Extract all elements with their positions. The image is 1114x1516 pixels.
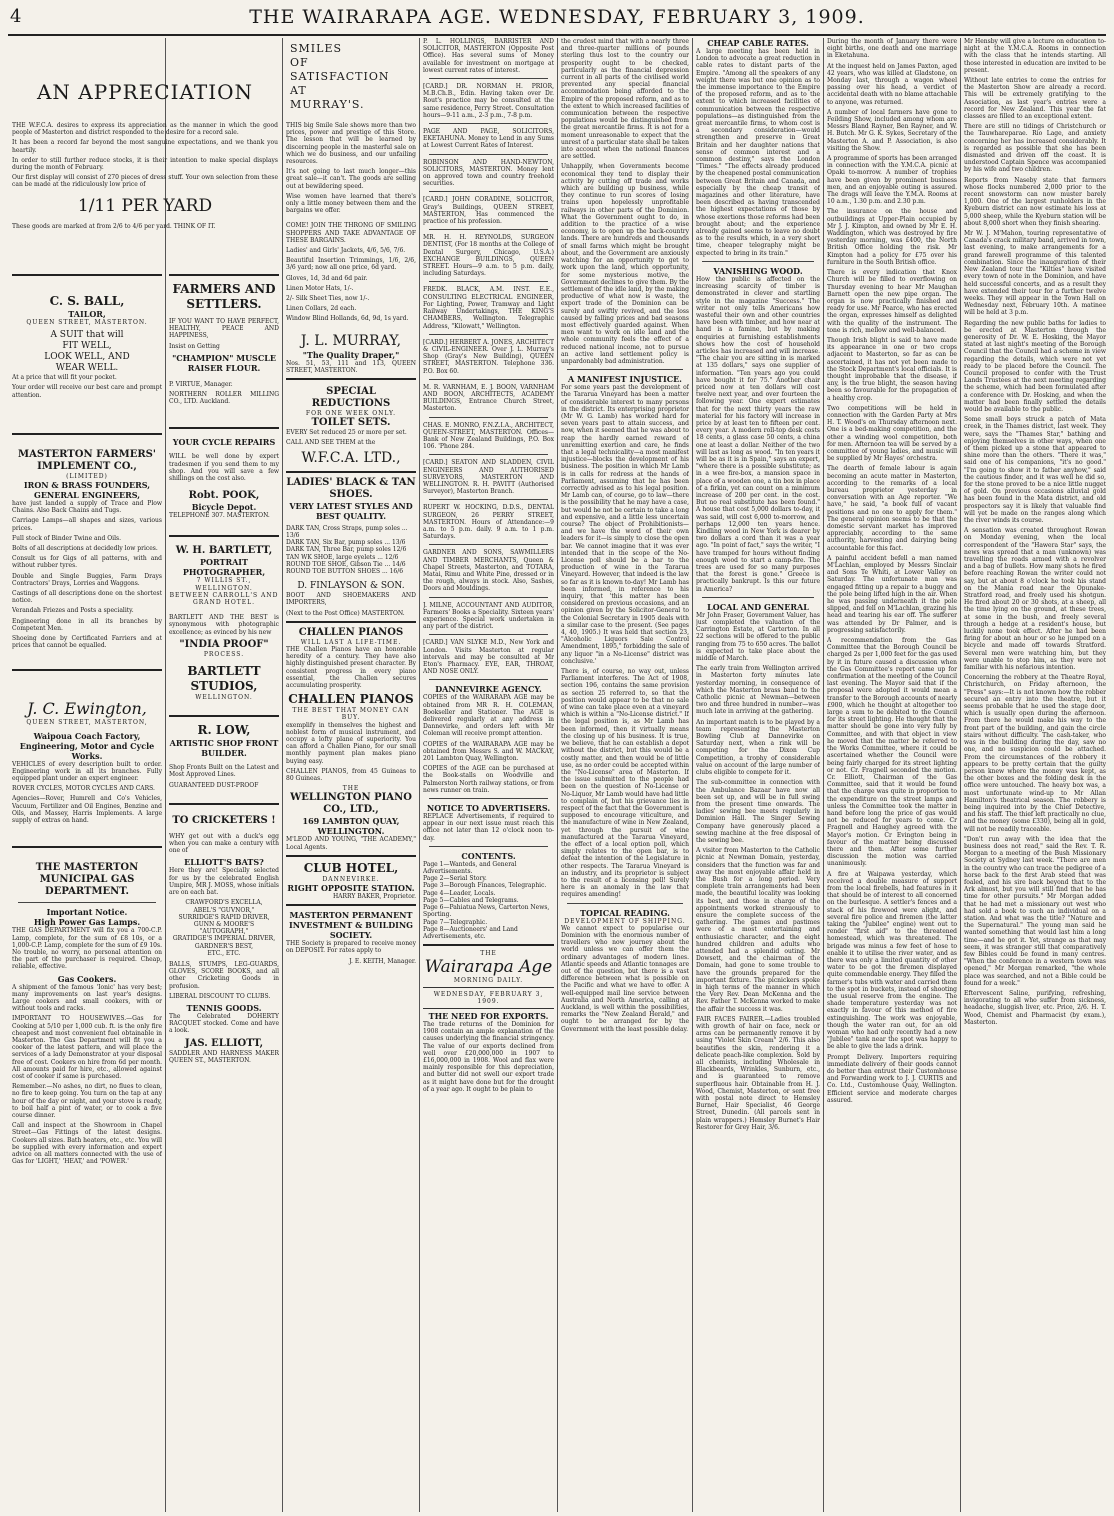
paper-name: Wairarapa Age [424,957,553,978]
injustice-para: For some years past the development of the Tararua Vineyard has been a matter of considerable interest to many persons in the district. Its enterprising proprietor (Mr W. G. Lamb) has worked hard for seven years past to attain success, and now, when it seemed that he was about to reap the hardly earned reward of unremitting exertion and care, he finds that a legal technicality—a most manifest injustice—blocks the development of his business. The position in which Mr Lamb is in calls for redress at the hands of Parliament, assuming that he has been correctly advised as to his legal position. Mr Lamb can, of course, go to law—there is the possibility that he may have a case, but would he not be certain to take a long and expensive, and a little less uncertain course? The object of Prohibitionists—and we have the word of their own leaders for it—is simply to close the open bar. We cannot imagine that it was ever intended that in the scope of the No-License poll should be a bar to the production of wine in the Tararua Vineyard. However, that indeed is the law so far as it is known to-day! Mr Lamb has been informed, in reference to his inquiry, that 'this matter has been considered on previous occasions, and an opinion given by the Solicitor-General to the Colonial Secretary in 1905 deals with a similar case to the present. (See pages 4, 40, 1905.) It was held that section 23, "Alcoholic Liquors Sale Control Amendment, 1895," forbidding the sale of any liquor "in a No-License" district was conclusive.' [561,384,689,665]
local-para: The dearth of female labour is again becoming an acute matter in Masterton, according to the remarks of a local bureau proprietor yesterday in conversation with an Age reporter. "We have," he said, "a book full of vacant positions and no one to apply for them." The general opinion seems to be that the domestic servant market has improved appreciably, according to the same authority, harvesting and dairying being accountable for this fact. [827,465,957,552]
exports-continued: Unhappily, when Governments become economical they tend to display their activity by cutting off trade and works which are building up business, while they continue to run scores of losing trains upon hopelessly unprofitable railways in other parts of the Dominion. What the Government ought to do, in addition to the practice of a wise economy, is to open up the back-country lands. There are hundreds and thousands of small farms which might be brought about, and the Government are anxiously watching for an opportunity to get to work upon the land, which opportunity, for some mysterious motive, the Government declines to give them. By the settlement of the idle land, by the making productive of what now is waste, the export trade of the Dominion can be surely and swiftly revived, and the loss caused by falling prices and bad seasons most effectively guarded against. When men want to work on idle land and the whole community feels the effect of a reduced national income, not to pursue an active land settlement policy is unpardonably bad administration. [561,163,689,365]
flour-brand: "CHAMPION" MUSCLE RAISER FLOUR. [172,352,276,373]
ball-line: LOOK WELL, AND [44,352,130,363]
bartlett-town: WELLINGTON. [195,694,253,702]
local-para: Reports from Naseby state that farmers whose flocks numbered 2,000 prior to the recent snowstorm can now muster barely 1,000. One of the largest runholders in the Kyeburn district can now estimate his loss at 5,000 sheep, while the Kyeburn station will be about 8,000 short when they finish shearing. [964,176,1106,227]
local-para: A number of local farmers have gone to Feilding Show, included among whom are Messrs Bland Rayner, Ben Rayner, and W. H. Butch. Mr G. K. Sykes, Secretary of the Masterton A. and P. Association, is also visiting the Show. [827,108,957,152]
bartlett-trade: PORTRAIT PHOTOGRAPHER, [182,557,266,578]
exports-continued: the crudest mind that with a nearly three and three-quarter millions of pounds sterling thus lost to the country our prosperity ought to be checked, particularly as the financial depression current in all parts of the civilised world prevented any special financial accommodation being afforded to the Empire of the proposed reform, and as to the extent to which increased facilities of communication between the respective populations would be distinguished from the great mercantile firms. It is not for a moment unreasonable to expect that the unrest of a particular state shall be taken into account when the national finances are settled. [561,38,689,161]
professional-card: PAGE AND PAGE, SOLICITORS, EKETAHUNA. Money to Lend in any Sums at Lowest Current Rates of Interest. [423,128,554,150]
contents-item: Page 7—Telegraphic. [423,918,488,926]
farmers-para: have just landed a supply of Trace and Plow Chains. Also Back Chains and Tugs. [12,500,162,515]
shoes-sub: VERY LATEST STYLES AND BEST QUALITY. [289,500,413,521]
pianos-the: THE [342,785,360,793]
column-divider [960,38,961,1512]
rule [169,427,279,429]
rule [286,855,416,857]
ball-name: C. S. BALL, [49,294,125,308]
cricket-bat-item: CRAWFORD'S EXCELLA, [185,899,263,907]
smiles-heading-line: MURRAY'S. [290,98,365,111]
local-para: FAIR FACES FAIRER.—Ladies troubled with growth of hair on face, neck or arms can be permanently remove it by using "Violet Skin Cream" 2/6. This also beautifies the skin, rendering it a delicate peach-like complexion. Sold by all chemists, including Wholesale in Blackbeards, Wrinkles, Sunburn, etc., and is guaranteed to remove superfluous hair. Obtainable from H. J. Wood, Chemist, Masterton, or sent free with postal note direct to Hemsley Burnet, Hair Specialist, 46 George Street, Dunedin. (All parcels sent in plain wrappers.) Hemsley Burnet's Hair Restorer for Grey Hair, 3/6. [696,1015,820,1131]
appreciation-ad [12,38,278,268]
ball-address: QUEEN STREET, MASTERTON. [26,319,148,326]
contents-item: Page 3—Borough Finances, Telegraphic. [423,882,547,890]
ball-foot: Your order will receive our best care and prompt attention. [12,384,162,399]
farmers-para: Shoeing done by Certificated Farriers and at prices that cannot be equalled. [12,635,162,650]
professional-card: [CARD.] HERBERT A. JONES, ARCHITECT & CIVIL-ENGINEER. Over J. L. Murray's Shop (Gray's New Building), QUEEN STREET, MASTERTON. Telephone 336. P.O. Box 60. [423,338,554,375]
ball-line: FIT WELL, [62,341,112,352]
professional-card: P. L. HOLLINGS, BARRISTER AND SOLICITOR, MASTERTON (Opposite Post Office). Has several sums of Money available for investment on mortgage at lowest current rates of interest. [423,38,554,74]
local-para: "Don't run away with the idea that the business does not read," said the Rev. T. R. Morgan to a meeting of the Bush Missionary Society at Sydney last week. "There are men in the country who can trace the pedigree of a horse back to the first Arab steed that was foaled, and his sire back beyond that to the Ark almost, but you will still find that he has time for other pursuits." Mr Morgan added that he had met a missionary out west who had sold a book to such an individual on a station. And what was the title? "Nature and the Supernatural." The young man said he wanted something that would last him a long time—and he got it. Yet, strange as that may seem, it was stranger still that comparatively few Bibles could be found in many centres. "When the conference in a western town was opened," Mr Morgan remarked, "the whole place was searched, and not a Bible could be found for a week." [964,835,1106,987]
professional-card: [CARD.] VAN SLYKE M.D., New York and London. Visits Masterton at regular intervals and may be consulted at Mr Eton's Pharmacy. EYE, EAR, THROAT, AND NOSE ONLY. [423,639,554,676]
farmers-para: Bolts of all descriptions at decidedly low prices. [12,545,158,553]
column-8 [964,38,1106,1512]
rule [429,634,548,635]
column-divider [823,38,824,1512]
rule [169,535,279,537]
elliott-name: JAS. ELLIOTT, [184,1037,264,1049]
rule [286,621,416,623]
cable-para: A large meeting has been held in London to advocate a great reduction in cable rates to distant parts of the Empire. "Among all the speakers of any weight there was but one opinion as to the immense importance to the Empire of the proposed reform, and as to the extent to which increased facilities of communication between the respective populations—as distinguished from the great mercantile firms, to whom cost is a secondary consideration—would strengthen and preserve in Great Britain and her daughter nations that sense of common interest and a common destiny," says the London "Times." "The effects already produced by the cheapened postal communication between Great Britain and Canada, and especially by the cheap transit of magazines and other literature, have been described as having transcended the highest expectations of those by whose exertions those reforms had been brought about; and the experience already gained seems to leave no doubt as to the results which, in a very short time, cheaper telegraphy might be expected to bring in its train." [696,48,820,257]
cricket-bat-item: SURRIDGE'S RAPID DRIVER, [178,913,270,921]
contents-item: Page 6—Pahiatua News, Carterton News, Sporting. [423,904,550,919]
cycle-phone: TELEPHONE 307. [169,512,225,520]
page-number: 4 [10,6,22,27]
contents-item: Page 2—Serial Story. [423,875,487,883]
finlayson-address: (Next to the Post Office) MASTERTON. [286,609,405,617]
professional-card: CHAS. E. MONRO, F.N.Z.I.A., ARCHITECT, QUEEN-STREET, MASTERTON. Offices—Bank of New Zealand Buildings, P.O. Box 106. 'Phone 284. [423,421,554,451]
club-proprietor: HARRY BAKER, Proprietor. [332,892,416,900]
rule [429,454,548,455]
local-para: Concerning the robbery at the Theatre Royal, Christchurch, on Friday afternoon, the "Press" says:—It is not known how the robber secured an entry into the theatre, but it seems probable that he used the stage door, which is usually open during the afternoon. From there he would make his way to the front part of the building, and gain the circle stairs without difficulty. The cash-taker, who was in the building during the day, saw no one, and no suspicion could be attached. From the circumstances of the robbery it appears to be pretty certain that the guilty person knew where the money was kept, as the other boxes and the folding desk in the office were untouched. The heavy box was, a most unfortunate wind-up to Mr Allan Hamilton's theatrical season. The robbery is being inquired into by the Chief Detective, and his staff. The thief left practically no clue, and the money (some £330), being all in gold, will not be readily traceable. [964,674,1106,833]
cycle-body: WILL be well done by expert tradesmen if you send them to my shop. And you will save a few shillings on the cost also. [169,453,279,483]
professional-card: MR. H. H. REYNOLDS, SURGEON DENTIST, (For 18 months at the College of Dental Surgery, Chicago, U.S.A.) EXCHANGE BUILDINGS, QUEEN STREET. Hours—9 a.m. to 5 p.m. daily, including Saturdays. [423,234,554,278]
bartlett-name: W. H. BARTLETT, [175,545,273,557]
rule [429,679,548,680]
gas-name: THE MASTERTON MUNICIPAL GAS DEPARTMENT. [35,862,139,898]
bartlett-between: BETWEEN CARROLL'S AND GRAND HOTEL. [169,591,279,607]
notice-heading: NOTICE TO ADVERTISERS. [426,803,551,814]
professional-card: J. MILNE, ACCOUNTANT AND AUDITOR, Farmers' Books a Speciality. Sixteen years' experience. Special work undertaken in any part of the district. [423,601,554,631]
smiles-join: COME! JOIN THE THRONG OF SMILING SHOPPERS AND TAKE ADVANTAGE OF THESE BARGAINS. [286,222,416,244]
column-divider [557,38,558,1512]
rule [12,433,162,435]
cycle-town: MASTERTON. [226,512,270,520]
farmers-para: Consult us for Gigs of all patterns, with and without rubber tyres. [12,555,162,570]
murray-address: Nos. 51, 53, 111 and 113, QUEEN STREET, MASTERTON. [286,359,416,374]
cricket-intro: WHY get out with a duck's egg when you can make a century with one of [169,832,279,855]
paper-date: WEDNESDAY, FEBRUARY 3, 1909. [423,987,554,1009]
elliott-address: SADDLER AND HARNESS MAKER QUEEN ST., MASTERTON. [169,1049,279,1064]
rule [429,78,548,79]
farmers-para: Double and Single Buggies, Farm Drays Contractors' Drays, Lorries and Waggons. [12,572,162,587]
pianos-agents: M'LEOD AND YOUNG, "THE ACADEMY," Local Agents. [286,836,416,851]
bartlett-address: 7 WILLIS ST., WELLINGTON. [195,577,253,592]
column-divider [419,38,420,1512]
column-1 [12,270,162,1512]
pianos-price: CHALLEN PIANOS, from 45 Guineas to 80 Guineas. [286,767,416,782]
cricket-bat-item: ABEL'S "GUVNOR," [193,906,255,914]
murray-slogan: "The Quality Draper," [302,349,400,360]
special-call: CALL AND SEE THEM at the [286,439,376,447]
smiles-para: THIS big Smile Sale shows more than two prices, power and prestige of this Store. The lesson that will be learned by discerning people in the masterful sale on which we do business, and our unfailing resources. [286,122,416,166]
smiles-heading-line: AT [290,84,307,97]
local-para: The sub-committee in connection with the Ambulance Bazaar have now all been set up, and will be in full swing from the present time onwards. The ladies' sewing bee meets regularly in Dominion Hall. The Singer Sewing Company have generously placed a sewing machine at the free disposal of the sewing bee. [696,779,820,844]
ewington-address: QUEEN STREET, MASTERTON, [26,719,148,727]
local-para: The insurance on the house and outbuildings at Upper-Plain occupied by Mr J. J. Kimpton, and owned by Mr E. H. Waddington, which was destroyed by fire yesterday morning, was £400, the North British Office holding the risk. Mr Kimpton had a policy for £75 over his furniture in the South British office. [827,208,957,266]
professional-card: M. R. VARNHAM, E. J. BOON, VARNHAM AND BOON, ARCHITECTS, ACADEMY BUILDINGS, Entrance Church Street, Masterton. [423,383,554,413]
exports-heading: THE NEED FOR EXPORTS. [428,1010,549,1021]
murray-name: J. L. MURRAY, [300,332,402,349]
vanishing-para: How the public is affected on the increasing scarcity of timber is demonstrated in clever and startling style in the magazine "Success." The writer not only tells Americans how wasteful their own and other countries have been with timber, and how near at hand is a famine, but by making enquiries at furnishing establishments shows how the cost of household articles has increased and will increase. "The chair you are sitting in is marked at 135 dollars," says one supplier of information. "Ten years ago you could have bought it for 75." Another chair priced now at ten dollars will cost twelve next year, and over fourteen the following year. One expert estimates that for the next thirty years the raw material for his factory will increase in price by at least ten to fifteen per cent. every year. A modern roll-top desk costs 18 cents, a glass case 50 cents, a china one at least a dollar. Neither of the two will last as long as wood. "In ten years it will be as it is in Spain," says an expert, "where there is a possible substitute; as in a wee fire-box, a mansion space in place of a wooden one, a tin box in place of a firkin, yet can count on a minimum increase of 200 per cent. in the cost. But no real substitute has been found." A house that cost 5,000 dollars to-day, it was said, will cost 6,000 to-morrow, and perhaps 12,000 ten years hence. Kindling wood in New York is dearer by two dollars a cord than it was a year ago. "In point of fact," says the writer, "I have tramped for hours without finding enough wood to start a camp-fire. The trees are used for so many purposes that the forest is gone." Greece is practically bankrupt. Is this our future in America? [696,275,820,593]
smiles-para: It's not going to last much longer—this great sale—it can't. The goods are selling out at bewildering speed. [286,168,416,190]
rule [429,154,548,155]
notice-body: REPLACE Advertisements, if required to appear in our next issue must reach this office not later than 12 o'clock noon to-day. [423,813,554,842]
cricket-tennis-body: The Celebrated DOHERTY RACQUET stocked. Come and have a look. [169,1012,279,1035]
ewington-para: VEHICLES of every description built to order. Engineering work in all its branches. Fully equipped plant under an expert engineer. [12,760,162,783]
local-para: A recommendation from the Gas Committee that the Borough Council be charged 2s per 1,000 feet for the gas used by it in future caused a discussion when the Gas Committee's report came up for confirmation at the meeting of the Council last evening. The Mayor said that if the proposal were adopted it would mean a transfer to the Borough accounts of nearly £900, which he thought at altogether too large a sum to be debited to the Council for its street lighting. He thought that the matter should be gone into very fully by Committee, and with that object in view he moved that the matter be referred to the Works Committee, where it could be ascertained whether the Council were being fairly charged for its street lighting or not. Cr. Fragnell seconded the motion. Cr. Elliott, Chairman of the Gas Committee, said that it would be found that the charge was quite in proportion to the expenditure on the street lamps and unless the Committee took the matter in hand before long the price of gas would not be reduced for years to come. Cr Fragnell and Haughey agreed with the Mayor's motion. Cr Evington being in favour of the matter being discussed there and then. After some further discussion the motion was carried unanimously. [827,637,957,868]
ball-line: WEAR WELL. [55,363,119,374]
topical-heading: TOPICAL READING. [580,907,670,918]
flour-company: NORTHERN ROLLER MILLING CO., LTD. Auckland. [169,391,279,406]
gas-para: THE GAS DEPARTMENT will fix you a 700-C.P. Lamp, complete, for the sum of £8 10s, or a 1,000-C.P. Lamp, complete for the sum of £9 10s. No trouble, no worry, no personal attention on the part of the purchaser is required. Cheap, reliable, effective. [12,927,162,971]
exports-para: The trade returns of the Dominion for 1908 contain an ample explanation of the causes underlying the financial stringency. The value of our exports declined from well over £20,000,000 in 1907 to £16,000,000 in 1908. Wool and flax were mainly responsible for this depreciation, and butter did not swell our export trade as it might have done but for the drought of a year ago. It ought to be plain to [423,1020,554,1093]
local-para: Mr John Fraser, Government Valuer, has just completed the valuation of the Carrington Estate, at Carterton. In all 22 sections will be offered to the public ranging from 75 to 650 acres. The ballot is expected to take place about the middle of March. [696,611,820,663]
cricket-heading: TO CRICKETERS ! [172,814,276,826]
rule [429,798,548,799]
cricket-discount: LIBERAL DISCOUNT TO CLUBS. [169,992,271,1000]
ewington-para: ROVER CYCLES, MOTOR CYCLES AND CARS. [12,785,155,793]
shoe-item: ROUND TOE SHOE, Gibson Tie ... 14/6 [286,560,406,568]
ewington-name: J. C. Ewington, [27,699,147,719]
club-town: DANNEVIRKE. [322,875,380,883]
shoe-item: TAN WK SHOE, large eyelets ... 12/6 [286,553,399,561]
smiles-item: Linen Motor Hats, 1/-. [286,284,354,292]
club-body: RIGHT OPPOSITE STATION. [287,882,415,893]
rule [429,499,548,500]
pianos-company: WELLINGTON PIANO CO., LTD., [290,792,412,816]
column-7 [827,38,957,1512]
rule [567,369,683,370]
gas-notice: Important Notice. [46,907,128,918]
local-para: A programme of sports has been arranged in connection with the Y.M.C.A. picnic at Opaki to-morrow. A number of trophies have been given by prominent business men, and an enjoyable outing is assured. The drags will leave the Y.M.A. Rooms at 10 a.m., 1.30 p.m. and 2.30 p.m. [827,155,957,206]
local-para: An important match is to be played by a team representing the Masterton Bowling Club at Dannevirke on Saturday next, when a rink will be competing for the Dixon Cup Competition, a trophy of considerable value on account of the large number of clubs eligible to compete for it. [696,718,820,777]
local-para: Some small boys struck a patch of Mata creek, in the Thames district, last week. They were, says the "Thames Star," bathing and enjoying themselves in other ways, when one of them picked up a stone that appeared to shine more than the others. "There it was," said one of his companions, "it's no good." "I'm going to show it to father anyhow," said the cautious finder, and it was well he did so, for the stone proved to be a nice little nugget of gold. On previous occasions alluvial gold has been found in the Mata district, and old prospectors say it is likely that valuable find will yet be made on the ranges along which the river winds its course. [964,416,1106,524]
professional-card: [CARD.] JOHN CORADINE, SOLICITOR, Gray's Buildings, QUEEN STREET, MASTERTON, Has commenced the practice of his profession. [423,196,554,226]
injustice-heading: A MANIFEST INJUSTICE. [568,374,682,385]
professional-card: RUPERT W. HOCKING, D.D.S., DENTAL SURGEON, 26 PERRY STREET, MASTERTON. Hours of Attendance:—9 a.m. to 5 p.m. daily. 9 a.m. to 1 p.m. Saturdays. [423,504,554,541]
column-5 [561,38,689,1512]
local-para: There is every indication that Knox Church will be filled to overflowing on Thursday evening to hear Mr Maughan Barnett open the new pipe organ. The organ is now practically finished and ready for use. Mr Pearce, who has erected the organ, expresses himself as delighted with the quality of the instrument. The tone is rich, mellow and well-balanced. [827,269,957,334]
masthead-rule [8,34,1106,36]
low-guarantee: GUARANTEED DUST-PROOF [169,781,259,789]
special-sub: FOR ONE WEEK ONLY. [305,410,397,418]
shoe-item: DARK TAN, Six Bar, pump soles ... 13/6 [286,539,406,547]
building-manager: J. E. KEITH, Manager. [349,957,416,965]
smiles-item: 2/- Silk Sheet Ties, now 1/-. [286,295,370,303]
cricket-bat-item: GARDNER'S BEST, [194,942,254,950]
low-trade: ARTISTIC SHOP FRONT BUILDER. [169,738,279,759]
shoe-item: DARK TAN, Cross Straps, pump soles ... 13/6 [286,524,408,539]
flour-para: Insist on Getting [169,342,220,350]
finlayson-trade: BOOT AND SHOEMAKERS AND IMPORTERS, [286,592,416,607]
pianos-heading: CHALLEN PIANOS [298,626,404,638]
special-heading: SPECIAL REDUCTIONS [311,386,391,410]
building-body: THE Society is prepared to receive money on DEPOSIT. For rates apply to [286,940,416,955]
gas-sub: High Power Gas Lamps. [33,917,141,928]
finlayson-name: D. FINLAYSON & SON. [297,581,405,592]
contents-item: Page 4—Leader, Locals. [423,889,496,897]
bartlett-proof: "INDIA PROOF" [179,638,269,650]
dannevirke-body: COPIES of the WAIRARAPA AGE may be obtained from MR R. H. COLEMAN, Bookseller and Stationer. The AGE is delivered regularly at any address in Dannevirke, and orders left with Mr Coleman will receive prompt attention. [423,694,554,738]
rule [429,191,548,192]
cycle-sub: Bicycle Depot. [191,502,257,513]
local-para: A fire at Waipawa yesterday, which received a double measure of support from the local firebells, had features in it that should be of interest to all concerned on the burlesque. A settler's fences and a stack of his firewood were alight, and several fire police and firemen (the latter taking the "Jubilee" engine) went out to render "first aid" to the threatened homestead, which was threatened. The brigade was minus a few feet of hose to enable it to utilise the river water, and as there was only a limited quantity of other water to be got the firemen displayed quite commendable energy. They filled the farmer's tubs with water and carried them to the spot in buckets, instead of shooting the usual reserve from the engine. The shade temperature yesterday was not exactly in favour of this method of fire extinguishing. The work was enjoyable, though the water ran out, for an old woman who had only recently had a new "Jubilee" tank near the spot was happy to be able to give the lads a drink. [827,870,957,1051]
column-divider [692,38,693,1512]
contents-item: Page 1—Wanteds, and General Advertisements. [423,860,517,876]
cricket-bat-item: GUNN & MOORE'S "AUTOGRAPH," [193,920,255,936]
pianos-sub: WILL LAST A LIFE-TIME. [300,638,402,646]
rule [429,544,548,545]
rule [12,846,162,848]
appreciation-foot: These goods are marked at from 2/6 to 4/6 per yard. THINK OF IT. [12,222,216,230]
gas-cookers: Gas Cookers. [57,973,117,984]
farmers-name: MASTERTON FARMERS' IMPLEMENT CO., [18,448,156,472]
rule [169,274,279,276]
local-para: Without late entries to come the entries for the Masterton Show are already a record. This will be extremely gratifying to the Association, as last year's entries were a record for New Zealand. This year the fat classes are filled to an exceptional extent. [964,77,1106,121]
farmers-para: Castings of all descriptions done on the shortest notice. [12,590,162,605]
rule [12,669,162,671]
bartlett-body: BARTLETT AND THE BEST is synonymous with photographic excellence; as evinced by his new [169,614,279,636]
rule [702,261,814,262]
appreciation-para: Our first display will consist of 270 pieces of dress stuff. Your own selection from these can be made at the ridiculously low price of [12,174,278,189]
injustice-para: There is, of course, no way out, unless Parliament interferes. The Act of 1908, section 196, contains the same provision as section 25 referred to, so that the position would appear to be that no sale of wine can take place even at a vineyard which is within a "No-License district." If the legal position is, as Mr Lamb has been informed, then it virtually means the closing up of his business. It is true, we believe, that he can establish a depot without the district, but this would be a costly matter, and then would be of little use, as no order could be accepted within the "No-License" area of Masterton. If the issue submitted to the people had been on the question of No-License or No-Liquor, Mr Lamb would have had little to complain of, but his grievance lies in respect of the fact that the Government is supposed to encourage viticulture, and the manufacture of wine in New Zealand, yet through the pursuit of wine manufactured at the Tararua Vineyard, the effect of a local option poll, which simply relates to the open bar, is to defeat the intention of the Legislature in other respects. The Tararua Vineyard is an industry, and its proprietor is subject to the result of a licensing poll! Surely here is an anomaly in the law that requires amending! [561,668,689,899]
rule [286,378,416,380]
professional-card: [CARD.] SEATON AND SLADDEN, CIVIL ENGINEERS AND AUTHORISED SURVEYORS, MASTERTON AND WELLINGTON. R. H. PAVITT (Authorised Surveyor), Masterton Branch. [423,459,554,496]
rule [429,281,548,282]
local-para: The early train from Wellington arrived in Masterton forty minutes late yesterday morning, in consequence of which the Masterton brass band to the Catholic picnic at Newman—between two and three hundred in number—was much late in arriving at the gathering. [696,665,820,716]
dannevirke-heading: DANNEVIRKE AGENCY. [435,684,542,695]
rule [169,715,279,717]
club-name: CLUB HOTEL, [303,860,399,875]
local-para: Eftervescent Saline, purifying, refreshing, invigorating to all who suffer from sickness, headache, sluggish liver, etc. Price, 2/6. H. T. Wood, Chemist and Pharmacist (by exam.), Masterton. [964,990,1106,1026]
shoe-item: DARK TAN, Three Bar, pump soles 12/6 [286,546,407,554]
cricket-bat-item: ETC., ETC. [207,949,241,957]
rule [169,803,279,805]
special-body: EVERY Set reduced 25 or more per set. [286,429,407,437]
rule [286,904,416,906]
rule [12,274,162,276]
smiles-heading-line: SATISFACTION [290,70,390,83]
farmers-para: Verandah Friezes and Posts a speciality. [12,607,134,615]
cricket-body: Here they are! Specially selected for us by the celebrated English Umpire, MR J. MOSS, whose initials are on each bat. [169,867,279,897]
smiles-item: Beautiful Insertion Trimmings, 1/6, 2/6, 3/6 yard; now all one price, 6d yard. [286,257,416,272]
local-para: A painful accident befell a man named M'Lachlan, employed by Messrs Sinclair and Sons Te Whiti, at Lower Valley on Saturday. The unfortunate man was engaged fitting up a repair to a buggy and the pole being lifted high in the air. When he was passing underneath it the pole slipped, and fell on M'Lachlan, grazing his head and tearing his ear off. The sufferer was attended by Dr Palmer, and is progressing satisfactorily. [827,554,957,634]
professional-card: ROBINSON AND HAND-NEWTON, SOLICITORS, MASTERTON. Money lent on approved town and country freehold securities. [423,158,554,188]
smiles-item: Ladies' and Girls' Jackets, 4/6, 5/6, 7/6. [286,247,406,255]
local-para: Mr W. J. M'Mahon, touring representative of Canada's crack military band, arrived in town, last evening, to make arrangements for a grand farewell programme of this talented combination. Since the inauguration of their New Zealand tour the "Kilties" have visited every town of note in the Dominion, and have held successful concerts, and as a result they have extended their tour for a further twelve weeks. They will appear in the Town Hall on Wednesday next, February 10th. A matinee will be held at 3 p.m. [964,230,1106,317]
shoe-item: ROUND TOE BUTTON SHOES ... 16/6 [286,567,404,575]
professional-card: FREDK. BLACK, A.M. INST. E.E., CONSULTING ELECTRICAL ENGINEER, For Lighting, Power, Tramway and Light Railway Undertakings, THE KING'S CHAMBERS, Wellington. Telegraphic Address, "Kilowatt," Wellington. [423,286,554,330]
local-para: At the inquest held on James Paxton, aged 42 years, who was killed at Gladstone, on Monday last, through a wagon wheel passing over his head, a verdict of accidental death with no blame attachable to anyone, was returned. [827,62,957,106]
low-name: R. LOW, [197,723,251,738]
gas-para: A shipment of the famous 'Ionic' has very best; many improvements on last year's designs. Large cookers and small cookers, with or without tools and racks. [12,983,162,1013]
special-item: TOILET SETS. [311,417,391,429]
farmers-limited: (LIMITED) [66,472,108,480]
paper-sub: MORNING DAILY. [453,977,524,985]
rule [429,846,548,847]
appreciation-para: THE W.F.C.A. desires to express its appreciation as the manner in which the good people of Masterton and district responded to the desire for a record sale. [12,122,278,137]
appreciation-para: In order to still further reduce stocks, it is their intention to make special displays during the month of February. [12,156,278,172]
column-divider [282,38,283,1512]
appreciation-price: 1/11 PER YARD [77,195,213,216]
low-body: Shop Fronts Built on the Latest and Most Approved Lines. [169,764,279,779]
rule [423,944,554,946]
pianos-heading-2: CHALLEN PIANOS [288,692,414,707]
rule [429,123,548,124]
smiles-para: Wise women have learned that there's only a little money between them and the bargains we offer. [286,192,416,215]
rule [429,229,548,230]
flour-para: IF YOU WANT TO HAVE PERFECT, HEALTHY, PEACE AND HAPPINESS, [169,318,279,340]
pianos-body: THE Challen Pianos have an honorable heredity of a century. They have also highly distinguished present character. By consistent progress in every piano essential, the Challen secures accumulating prosperity. [286,645,416,689]
appreciation-heading: AN APPRECIATION [36,80,253,104]
topical-body: We cannot expect to popularise our Dominion with the enormous number of travellers who now journey about the world unless we can offer them the ordinary advantages of modern lines. Atlantic speeds and Atlantic tonnages are out of the question, but there is a vast difference between what is possible on the Pacific and what we have to offer. A well-equipped mail line service between Australia and North America, calling at Auckland, is well within the possibilities, remarks the "New Zealand Herald," and ought to be arranged for by the Government with the least possible delay. [561,924,689,1033]
cricket-bat-item: GRATIDGE'S IMPERIAL DRIVER, [172,935,276,943]
special-store: W.F.C.A. LTD., [301,449,401,466]
rule [286,471,416,473]
smiles-heading-line: SMILES [290,42,343,55]
contents-heading: CONTENTS. [461,850,516,861]
gas-para: IMPORTANT TO HOUSEWIVES.—Gas for Cooking at 5/10 per 1,000 cub. ft. is the only fire cheapest and most convenient fuel obtainable in Masterton. The Gas Department will fit you a cooker of the latest pattern, and will place the services of a lady Demonstrator at your disposal free of cost. Cookers on hire from 6d per month. All amounts paid for hire, etc., allowed against cost of cooker if same is purchased. [12,1015,162,1080]
local-para: Two competitions will be held in connection with the Garden Party at Mrs H. T. Wood's on Thursday afternoon next. One is a bed-making competition, and the other a winding wool competition, both for men. Afternoon tea will be served by a committee of young ladies, and music will be supplied by Mr Hayes' orchestra. [827,404,957,463]
rule [429,379,548,380]
smiles-item: Window Blind Hollands, 6d, 9d, 1s yard. [286,315,409,323]
rule [429,597,548,598]
farmers-para: Engineering done in all its branches by Competent Men. [12,617,162,632]
contents-item: Page 5—Cables and Telegrams. [423,896,519,904]
bartlett-studios: BARTLETT STUDIOS, [187,664,261,694]
ewington-para: Agencies—Rover, Humrell and Co's Vehicles, Vacuum, Fertilizer and Oil Engines, Benzine and Oils, and Massey, Harris Implements. A large supply of extras on hand. [12,795,162,825]
ewington-sub: Waipoua Coach Factory, Engineering, Motor and Cycle Works. [19,730,155,761]
vanishing-heading: VANISHING WOOD. [713,265,803,276]
gas-para: Call and inspect at the Showroom in Chapel Street—Gas Fittings of the latest designs. Cookers all sizes. Bath heaters, etc., etc. You will be supplied with every information and expert advice on all matters connected with the use of Gas for 'LIGHT,' 'HEAT,' and 'POWER.' [12,1122,162,1166]
copies-notice: COPIES of the WAIRARAPA AGE may be obtained from Messrs S. and W. MACKAY, 201 Lambton Quay, Wellington. [423,740,554,763]
local-para: A sensation was created throughout Rowan on Monday evening, when the local correspondent of the "Hawera Star" says, the news was spread that a man (unknown) was travelling the roads armed with a revolver and a bag of bullets. How many shots he fired before reaching Rowan the writer could not say, but at about 8 o'clock he took his stand on the Mania road near the Opunake-Stratford road, and freely used his shotgun. He fired about 20 or 30 shots, at a sheep, all the time lying on the ground, at these trees, at some in the bush, and freely several through a hedge at a resident's house, but luckily none took effect. After he had been firing for about an hour or so he jumped on a bicycle and made off towards Stratford. Several men were watching him, but they were unable to stop him, as they were not familiar with his nefarious intention. [964,527,1106,672]
ball-price: At a price that will fit your pocket. [12,374,117,382]
cable-heading: CHEAP CABLE RATES. [707,38,809,48]
rule [429,417,548,418]
local-para: A visitor from Masterton to the Catholic picnic at Newman Domain, yesterday, considers that the function was far and away the most enjoyable affair held in the Bush for a long period. Very complete train arrangements had been made, the beautiful locality was looking its best, and those in charge of the appointments worked strenuously to ensure the complete success of the gathering. The games and pastimes were of a most entertaining and enthusiastic character, and the eight hundred children and adults who attended had a splendid outing. Mr Dowsett, and the chairman of the Domain, had gone to some trouble to have the grounds prepared for the important fixture. The picnickers spoke in high terms of the manner in which the Very Rev. Dean McKenna and the Rev. Father T. McKenna worked to make the affair the success it was. [696,847,820,1013]
cricket-bats: ELLIOTT'S BATS? [184,857,264,868]
contents-item: Page 8—Auctioneers' and Land Advertisements, etc. [423,925,518,940]
local-para: Prompt Delivery. Importers requiring immediate delivery of their goods cannot do better than entrust their Customhouse and Forwarding work to J. J. CURTIS and Co. Ltd., Customhouse Quay, Wellington. Efficient service and moderate charges assured. [827,1053,957,1104]
copies-notice: COPIES of the AGE can be purchased at the Book-stalls on Woodville and Palmerston North railway stations, or from news runner on train. [423,765,554,794]
professional-card: GARDNER AND SONS, SAWMILLERS AND TIMBER MERCHANTS, Queen & Chapel Streets, Masterton, and TOTARA, Matai, Rimu and White Pine, dressed or in the rough, always in stock. Also, Sashes, Doors and Mouldings. [423,549,554,593]
cycle-name: Robt. POOK, [188,490,260,502]
cricket-balls: BALLS, STUMPS, LEG-GUARDS, GLOVES, SCORE BOOKS, and all other Cricketing Goods in profusion. [169,960,279,990]
flour-manager: P. VIRTUE, Manager. [169,380,233,388]
local-para: During the month of January there were eight births, one death and one marriage in Eketahuna. [827,38,957,60]
rule [702,597,814,598]
smiles-heading-line: OF [290,56,309,69]
pianos-address: 169 LAMBTON QUAY, WELLINGTON. [302,816,400,837]
paper-the: THE [480,950,497,958]
column-6 [696,38,820,1512]
column-2 [169,270,279,1512]
gas-para: Remember.—No ashes, no dirt, no flues to clean, no fire to keep going. You turn on the tap at any hour of the day or night, and your stove is ready, to boil half a pint of water, or to cook a five course dinner. [12,1083,162,1119]
local-heading: LOCAL AND GENERAL [707,601,809,612]
building-name: MASTERTON PERMANENT INVESTMENT & BUILDING SOCIETY. [288,910,414,941]
smiles-item: Linen Collars, 2d each. [286,305,357,313]
local-para: Regarding the new public baths for ladies to be erected at Masterton through the generosity of Dr. W. E. Hosking, the Mayor stated at last night's meeting of the Borough Council that the Council had a scheme in view regarding the details, which were not yet ready to be placed before the Council. The Council proposed to confer with the Trust Lands Trustees at the next meeting regarding the scheme, which had been formulated after a conference with Dr. Hosking, and when the matter had been finally settled the details would be available to the public. [964,319,1106,413]
farmers-settlers-heading: FARMERS AND SETTLERS. [172,282,276,311]
masthead [0,0,1114,34]
pianos-sub-2: THE BEST THAT MONEY CAN BUY. [292,707,410,722]
local-para: Though Irish blight is said to have made its appearance in one or two crops adjacent to Masterton, so far as can be ascertained, it has not yet been made to the Stock Department's local officials. It is thought improbable that the disease, if any, is the true blight, the season having been so favourable for the propagation of a healthy crop. [827,336,957,402]
farmers-sub: IRON & BRASS FOUNDERS, GENERAL ENGINEERS, [23,480,151,501]
newspaper-title: THE WAIRARAPA AGE. WEDNESDAY, FEBRUARY 3, 1909. [249,6,865,28]
ball-line: A SUIT that will [50,330,124,341]
shoes-heading: LADIES' BLACK & TAN SHOES. [286,476,416,500]
ball-trade: TAILOR, [68,309,106,319]
local-para: Mr Hensby will give a lecture on education to-night at the Y.M.C.A. Rooms in connection with the class that he intends starting. All those interested in education are invited to be present. [964,38,1106,74]
cycle-heading: YOUR CYCLE REPAIRS [172,437,276,448]
column-4 [423,38,554,1512]
farmers-para: Full stock of Binder Twine and Oils. [12,534,121,542]
rule [18,902,156,903]
cricket-tennis: TENNIS GOODS. [186,1002,262,1013]
farmers-para: Carriage Lamps—all shapes and sizes, various prices. [12,517,162,532]
topical-sub: DEVELOPMENT OF SHIPPING. [564,917,686,925]
column-3 [286,38,416,1512]
bartlett-process: PROCESS. [203,650,245,658]
professional-card: [CARD.] DR. NORMAN H. PRIOR, M.B.Ch.B., Edin. Having taken over Dr. Rout's practice may be consulted at the same residence, Perry Street. Consultation hours—9-11 a.m., 2-3 p.m., 7-8 p.m. [423,83,554,119]
smiles-item: Gloves, 1d, 3d and 6d pair. [286,274,368,282]
local-para: There are still no tidings of Christchurch or the Tauwhareparae. Rio Lage, and anxiety concerning her has increased considerably. It is regarded as possible that she has been dismasted and driven off the coast. It is understood Captain Spence was accompanied by his wife and two children. [964,123,1106,174]
appreciation-para: It has been a record far beyond the most sanguine expectations, and we thank you heartily. [12,139,278,154]
rule [567,903,683,904]
rule [429,334,548,335]
pianos-body-2: exemplify in themselves the highest and noblest form of musical instrument, and occupy a lofty plane of superiority. You can afford a Challen Piano, for our small monthly payment plan makes piano buying easy. [286,721,416,765]
